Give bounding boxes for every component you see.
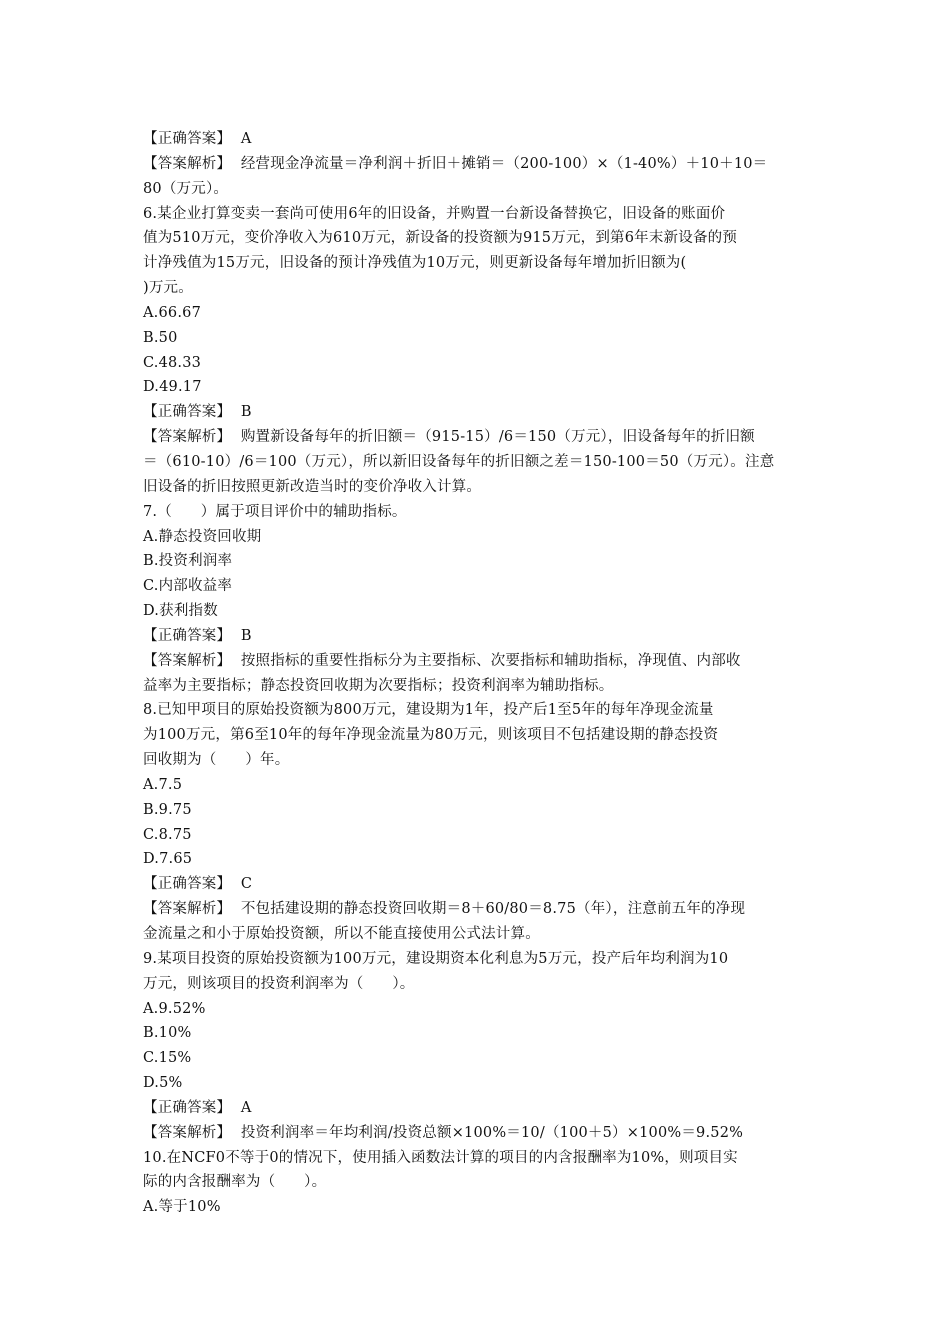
option-c: C.内部收益率 — [143, 578, 233, 595]
option-a: A.7.5 — [143, 776, 183, 793]
option-a: A.等于10% — [143, 1199, 221, 1216]
answer-line: 【正确答案】 B — [143, 627, 252, 644]
option-d: D.获利指数 — [143, 603, 218, 620]
option-b: B.9.75 — [143, 801, 192, 818]
option-a: A.9.52% — [143, 1000, 206, 1017]
question-10-line: 际的内含报酬率为（ ）。 — [143, 1174, 327, 1191]
answer-line: 【正确答案】 C — [143, 876, 253, 893]
answer-line: 【正确答案】 A — [143, 1099, 252, 1116]
explanation-line: 益率为主要指标；静态投资回收期为次要指标；投资利润率为辅助指标。 — [143, 677, 614, 694]
option-a: A.静态投资回收期 — [143, 528, 262, 545]
option-d: D.49.17 — [143, 379, 202, 396]
option-d: D.7.65 — [143, 851, 193, 868]
question-6-line: 值为510万元，变价净收入为610万元，新设备的投资额为915万元，到第6年末新设备的预 — [143, 230, 738, 247]
explanation-line: 【答案解析】 不包括建设期的静态投资回收期＝8＋60/80＝8.75（年），注意前五年的净现 — [143, 901, 746, 918]
answer-line: 【正确答案】 A — [143, 131, 252, 147]
explanation-line: 【答案解析】 经营现金净流量＝净利润＋折旧＋摊销＝（200-100）×（1-40%）＋10＋10＝ — [143, 155, 768, 172]
question-6-line: )万元。 — [143, 280, 193, 297]
option-c: C.48.33 — [143, 354, 202, 371]
question-9-line: 万元，则该项目的投资利润率为（ ）。 — [143, 975, 415, 992]
explanation-line: 金流量之和小于原始投资额，所以不能直接使用公式法计算。 — [143, 926, 540, 942]
document-page — [143, 127, 813, 1220]
option-d: D.5% — [143, 1075, 183, 1092]
option-b: B.50 — [143, 329, 178, 346]
question-7-line: 7.（ ）属于项目评价中的辅助指标。 — [143, 503, 407, 520]
explanation-line: 【答案解析】 购置新设备每年的折旧额＝（915-15）/6＝150（万元），旧设备每年的折旧额 — [143, 429, 755, 446]
option-a: A.66.67 — [143, 304, 201, 321]
explanation-line: 80（万元）。 — [143, 180, 229, 197]
question-6-line: 计净残值为15万元，旧设备的预计净残值为10万元，则更新设备每年增加折旧额为( — [143, 255, 687, 272]
question-10-line: 10.在NCF0不等于0的情况下，使用插入函数法计算的项目的内含报酬率为10%，则项目实 — [143, 1149, 738, 1166]
explanation-line: 【答案解析】 投资利润率＝年均利润/投资总额×100%＝10/（100＋5）×100%＝9.52% — [143, 1124, 744, 1141]
option-b: B.投资利润率 — [143, 553, 233, 570]
explanation-line: 旧设备的折旧按照更新改造当时的变价净收入计算。 — [143, 478, 482, 495]
answer-line: 【正确答案】 B — [143, 404, 252, 421]
explanation-line: 【答案解析】 按照指标的重要性指标分为主要指标、次要指标和辅助指标，净现值、内部收 — [143, 652, 741, 669]
question-8-line: 回收期为（ ）年。 — [143, 752, 290, 769]
explanation-line: ＝（610-10）/6＝100（万元），所以新旧设备每年的折旧额之差＝150-100＝50（万元）。注意 — [143, 453, 775, 470]
option-c: C.15% — [143, 1050, 192, 1067]
question-8-line: 8.已知甲项目的原始投资额为800万元，建设期为1年，投产后1至5年的每年净现金流量 — [143, 702, 714, 719]
option-b: B.10% — [143, 1025, 192, 1042]
question-8-line: 为100万元，第6至10年的每年净现金流量为80万元，则该项目不包括建设期的静态投资 — [143, 727, 719, 744]
question-6-line: 6.某企业打算变卖一套尚可使用6年的旧设备，并购置一台新设备替换它，旧设备的账面价 — [143, 205, 726, 222]
question-9-line: 9.某项目投资的原始投资额为100万元，建设期资本化利息为5万元，投产后年均利润为10 — [143, 950, 729, 967]
option-c: C.8.75 — [143, 826, 192, 843]
